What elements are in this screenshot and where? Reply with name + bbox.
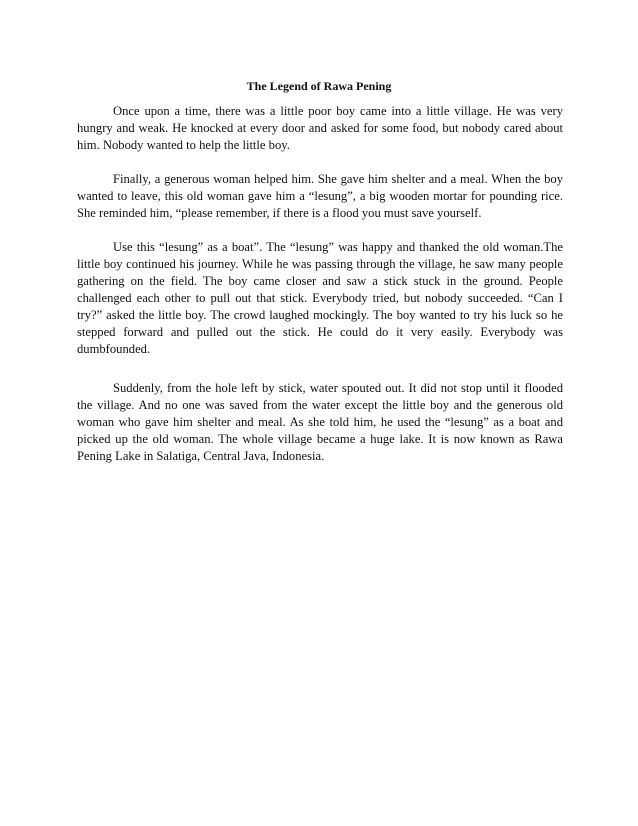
- paragraph-4: Suddenly, from the hole left by stick, water spouted out. It did not stop until it flooded the village. And no one was saved from the water except the little boy and the generous old woman who gave him shelter and meal. As she told him, he used the “lesung” as a boat and picked up the old woman. The whole village became a huge lake. It is now known as Rawa Pening Lake in Salatiga, Central Java, Indonesia.: [77, 381, 563, 463]
- paragraph-2: Finally, a generous woman helped him. She gave him shelter and a meal. When the boy wanted to leave, this old woman gave him a “lesung”, a big wooden mortar for pounding rice. She reminded him, “please remember, if there is a flood you must save yourself.: [77, 172, 563, 220]
- document-body: [77, 103, 563, 482]
- document-title: The Legend of Rawa Pening: [246, 79, 392, 93]
- paragraph-3: Use this “lesung” as a boat”. The “lesung” was happy and thanked the old woman.The little boy continued his journey. While he was passing through the village, he saw many people gathering on the field. The boy came closer and saw a stick stuck in the ground. People challenged each other to pull out that stick. Everybody tried, but nobody succeeded. “Can I try?” asked the little boy. The crowd laughed mockingly. The boy wanted to try his luck so he stepped forward and pulled out the stick. He could do it very easily. Everybody was dumbfounded.: [77, 240, 563, 356]
- paragraph-1: Once upon a time, there was a little poor boy came into a little village. He was very hungry and weak. He knocked at every door and asked for some food, but nobody cared about him. Nobody wanted to help the little boy.: [77, 104, 563, 152]
